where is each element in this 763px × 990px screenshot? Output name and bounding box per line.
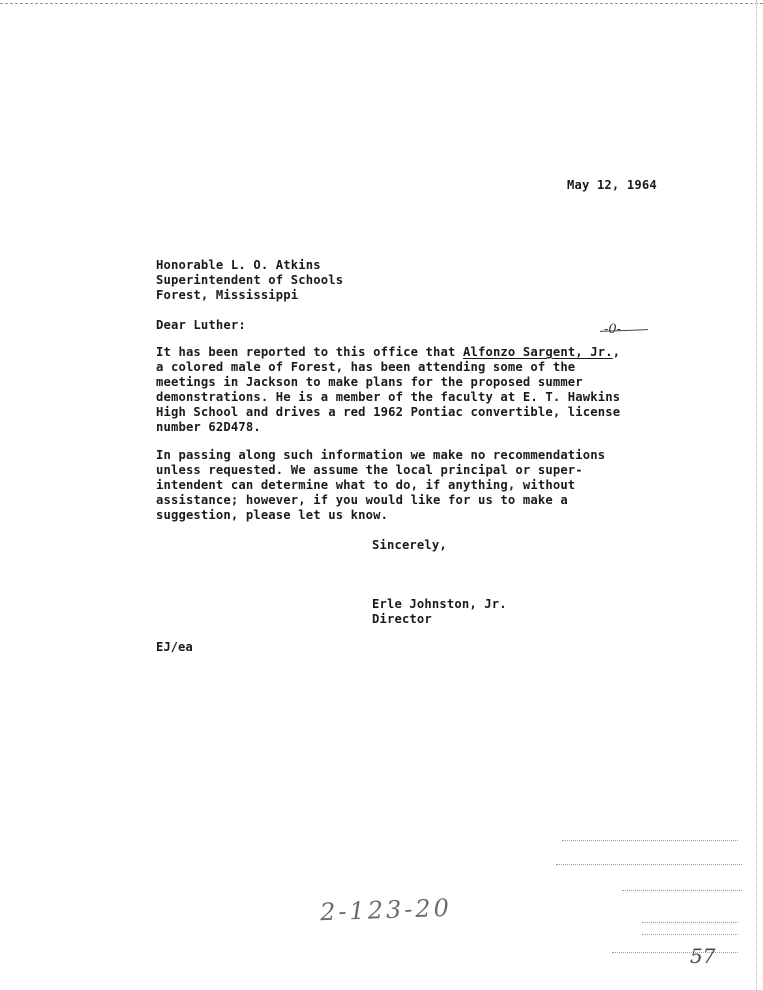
stamp-line <box>562 840 738 841</box>
paragraph2-line5: suggestion, please let us know. <box>156 508 389 522</box>
recipient-location: Forest, Mississippi <box>156 288 299 302</box>
signer-name: Erle Johnston, Jr. <box>372 597 507 611</box>
paragraph1-line4: demonstrations. He is a member of the faculty at E. T. Hawkins <box>156 390 621 404</box>
recipient-name: Honorable L. O. Atkins <box>156 258 321 272</box>
faded-stamp <box>552 826 748 974</box>
stamp-line <box>622 890 742 891</box>
paragraph1-line3: meetings in Jackson to make plans for the proposed summer <box>156 375 583 389</box>
right-edge-dots <box>756 0 757 990</box>
p1-line1-before: It has been reported to this office that <box>156 345 463 359</box>
stamp-line <box>612 952 738 953</box>
salutation: Dear Luther: <box>156 318 246 332</box>
p1-line1-after: , <box>612 345 621 359</box>
recipient-title: Superintendent of Schools <box>156 273 344 287</box>
paragraph1-line6: number 62D478. <box>156 420 261 434</box>
paragraph2-line4: assistance; however, if you would like for us to make a <box>156 493 568 507</box>
stamp-line <box>642 934 738 935</box>
stamp-line <box>642 922 738 923</box>
paragraph2-line1: In passing along such information we make no recommendations <box>156 448 606 462</box>
margin-mark: -0- <box>604 322 622 337</box>
stamp-line <box>556 864 742 865</box>
letter-date: May 12, 1964 <box>567 178 657 192</box>
top-edge-dashes <box>0 3 763 4</box>
paragraph1-line5: High School and drives a red 1962 Pontiac convertible, license <box>156 405 621 419</box>
handwritten-file-number: 2-123-20 <box>319 893 453 927</box>
typist-initials: EJ/ea <box>156 640 193 654</box>
paragraph1-line2: a colored male of Forest, has been attending some of the <box>156 360 576 374</box>
paragraph2-line3: intendent can determine what to do, if anything, without <box>156 478 576 492</box>
margin-mark-line <box>600 329 648 332</box>
signer-title: Director <box>372 612 432 626</box>
paragraph2-line2: unless requested. We assume the local principal or super- <box>156 463 583 477</box>
closing: Sincerely, <box>372 538 447 552</box>
paragraph1-line1 <box>156 345 620 360</box>
subject-name: Alfonzo Sargent, Jr. <box>463 345 613 359</box>
stamp-number: 57 <box>690 944 716 968</box>
